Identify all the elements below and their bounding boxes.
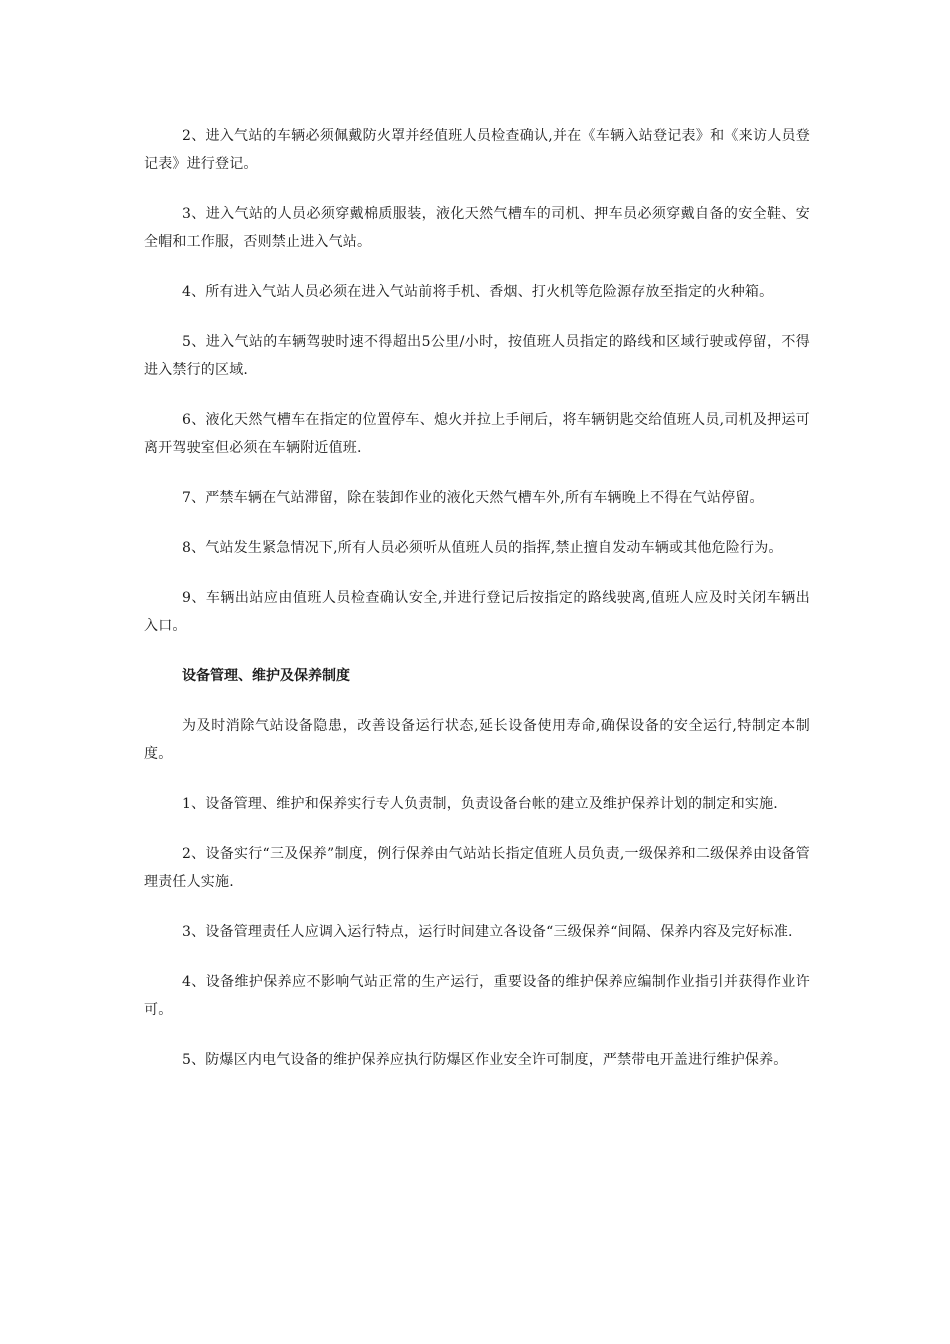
- equipment-paragraph-4: 4、设备维护保养应不影响气站正常的生产运行，重要设备的维护保养应编制作业指引并获得作业许可。: [144, 974, 810, 1018]
- rule-paragraph-2: 2、进入气站的车辆必须佩戴防火罩并经值班人员检查确认,并在《车辆入站登记表》和《来访人员登记表》进行登记。: [144, 128, 810, 172]
- rule-paragraph-7: 7、严禁车辆在气站滞留，除在装卸作业的液化天然气槽车外,所有车辆晚上不得在气站停留。: [182, 490, 764, 506]
- equipment-paragraph-5: 5、防爆区内电气设备的维护保养应执行防爆区作业安全许可制度，严禁带电开盖进行维护保养。: [182, 1052, 788, 1068]
- equipment-paragraph-3: 3、设备管理责任人应调入运行特点，运行时间建立各设备“三级保养“间隔、保养内容及完好标准.: [182, 924, 793, 940]
- document-page: [144, 122, 810, 1096]
- rule-paragraph-3: 3、进入气站的人员必须穿戴棉质服装，液化天然气槽车的司机、押车员必须穿戴自备的安全鞋、安全帽和工作服，否则禁止进入气站。: [144, 206, 810, 250]
- equipment-paragraph-2: 2、设备实行“三及保养”制度，例行保养由气站站长指定值班人员负责,一级保养和二级保养由设备管理责任人实施.: [144, 846, 810, 890]
- section-intro: 为及时消除气站设备隐患，改善设备运行状态,延长设备使用寿命,确保设备的安全运行,特制定本制度。: [144, 718, 810, 762]
- rule-paragraph-4: 4、所有进入气站人员必须在进入气站前将手机、香烟、打火机等危险源存放至指定的火种箱。: [182, 284, 774, 300]
- rule-paragraph-5: 5、进入气站的车辆驾驶时速不得超出5公里/小时，按值班人员指定的路线和区域行驶或停留，不得进入禁行的区域.: [144, 334, 810, 378]
- section-heading: 设备管理、维护及保养制度: [182, 668, 350, 684]
- rule-paragraph-8: 8、气站发生紧急情况下,所有人员必须听从值班人员的指挥,禁止擅自发动车辆或其他危险行为。: [182, 540, 783, 556]
- rule-paragraph-6: 6、液化天然气槽车在指定的位置停车、熄火并拉上手闸后，将车辆钥匙交给值班人员,司机及押运可离开驾驶室但必须在车辆附近值班.: [144, 412, 810, 456]
- rule-paragraph-9: 9、车辆出站应由值班人员检查确认安全,并进行登记后按指定的路线驶离,值班人应及时关闭车辆出入口。: [144, 590, 810, 634]
- equipment-paragraph-1: 1、设备管理、维护和保养实行专人负责制，负责设备台帐的建立及维护保养计划的制定和实施.: [182, 796, 778, 812]
